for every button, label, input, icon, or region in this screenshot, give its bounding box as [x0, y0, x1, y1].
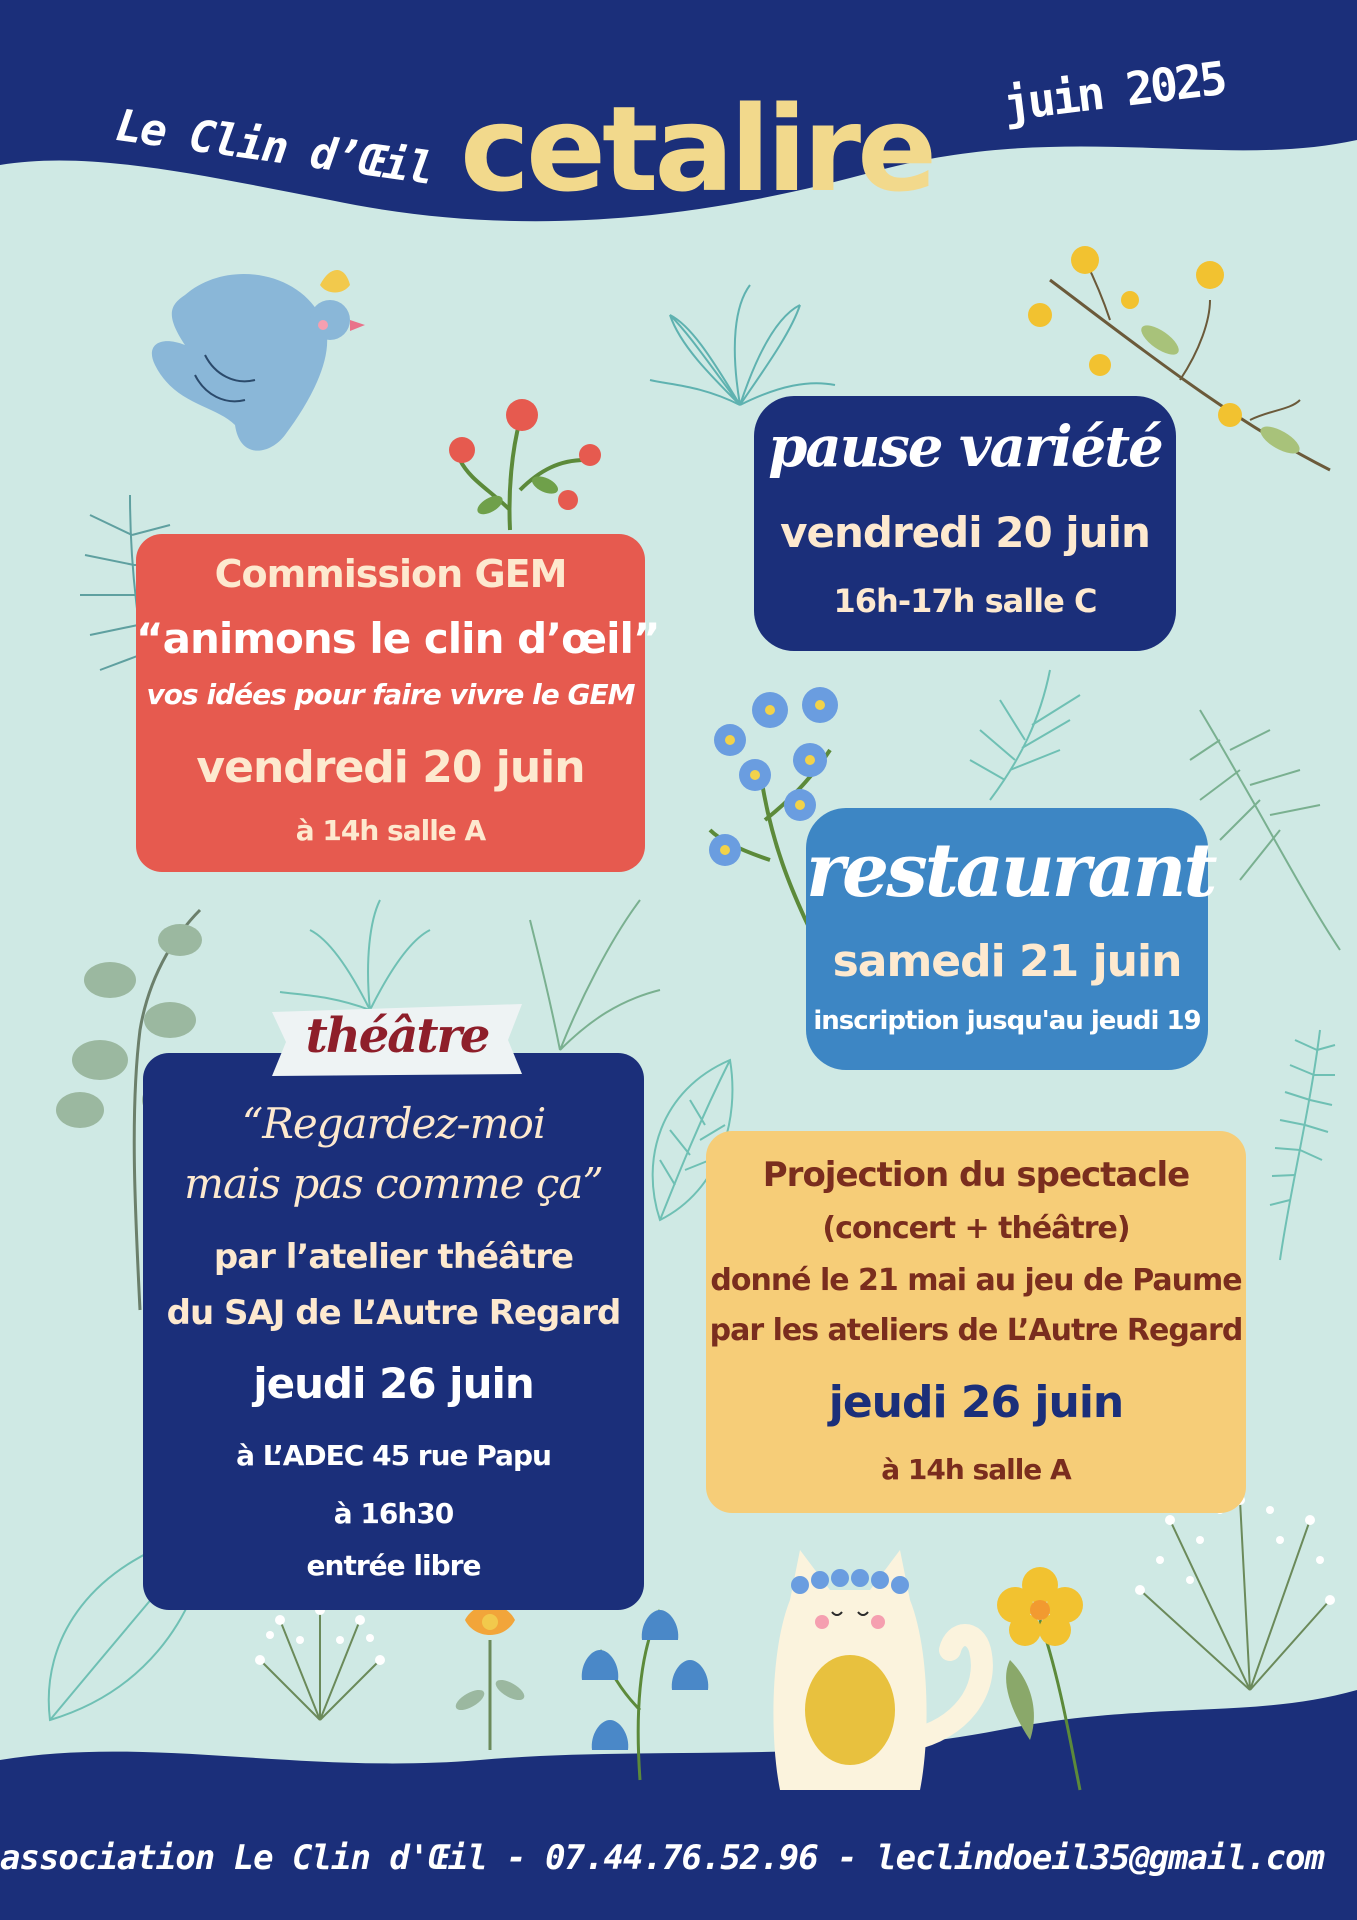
theatre-play-title-line1: “Regardez-moi — [241, 1099, 546, 1148]
theatre-card — [143, 1053, 644, 1610]
theatre-play-title-line2: mais pas comme ça” — [184, 1159, 603, 1208]
restaurant-note: inscription jusqu'au jeudi 19 — [813, 1006, 1201, 1036]
leaf-sketch-center-icon — [970, 670, 1080, 800]
projection-line3: donné le 21 mai au jeu de Paume — [710, 1263, 1242, 1298]
theatre-label: théâtre — [305, 1008, 489, 1064]
theatre-by-line1: par l’atelier théâtre — [213, 1237, 574, 1277]
projection-line2: (concert + théâtre) — [822, 1211, 1130, 1246]
orange-flower-icon — [453, 1605, 528, 1750]
theatre-date: jeudi 26 juin — [253, 1359, 534, 1408]
bottom-wave — [0, 1690, 1357, 1920]
commission-subtitle: “animons le clin d’œil” — [136, 614, 660, 663]
commission-date: vendredi 20 juin — [196, 742, 585, 793]
leaf-sketch-theatre-icon — [280, 900, 430, 1010]
babys-breath-left-icon — [255, 1605, 385, 1720]
theatre-time: à 16h30 — [333, 1497, 454, 1530]
projection-date: jeudi 26 juin — [828, 1377, 1124, 1428]
commission-card — [136, 534, 660, 872]
month-label: juin 2025 — [1000, 50, 1228, 132]
commission-title: Commission GEM — [214, 552, 567, 596]
brand-logo: cetalire — [460, 80, 934, 218]
theatre-by-line2: du SAJ de L’Autre Regard — [166, 1293, 621, 1333]
theatre-entry: entrée libre — [306, 1549, 481, 1582]
restaurant-date: samedi 21 juin — [832, 936, 1182, 987]
dove-icon — [152, 270, 365, 451]
projection-title: Projection du spectacle — [762, 1155, 1190, 1195]
commission-description: vos idées pour faire vivre le GEM — [146, 678, 635, 711]
projection-card — [706, 1131, 1246, 1513]
restaurant-title: restaurant — [806, 828, 1215, 914]
projection-time-place: à 14h salle A — [881, 1453, 1071, 1486]
red-flowers-icon — [449, 399, 601, 530]
fern-right-icon — [1270, 1030, 1335, 1260]
grass-sketch-icon — [530, 900, 660, 1050]
restaurant-card — [806, 808, 1215, 1070]
leaf-sketch-icon — [650, 285, 835, 405]
commission-time-place: à 14h salle A — [295, 814, 486, 847]
pause-card — [754, 396, 1176, 651]
pause-title: pause variété — [768, 414, 1162, 480]
theatre-place: à L’ADEC 45 rue Papu — [236, 1439, 551, 1472]
projection-line4: par les ateliers de L’Autre Regard — [709, 1313, 1243, 1348]
pause-date: vendredi 20 juin — [780, 508, 1150, 557]
organization-name: Le Clin d’Œil — [112, 100, 436, 195]
babys-breath-right-icon — [1135, 1495, 1335, 1690]
pause-time-place: 16h-17h salle C — [833, 582, 1097, 620]
footer-contact: association Le Clin d'Œil - 07.44.76.52.96 - leclindoeil35@gmail.com — [0, 1838, 1324, 1878]
